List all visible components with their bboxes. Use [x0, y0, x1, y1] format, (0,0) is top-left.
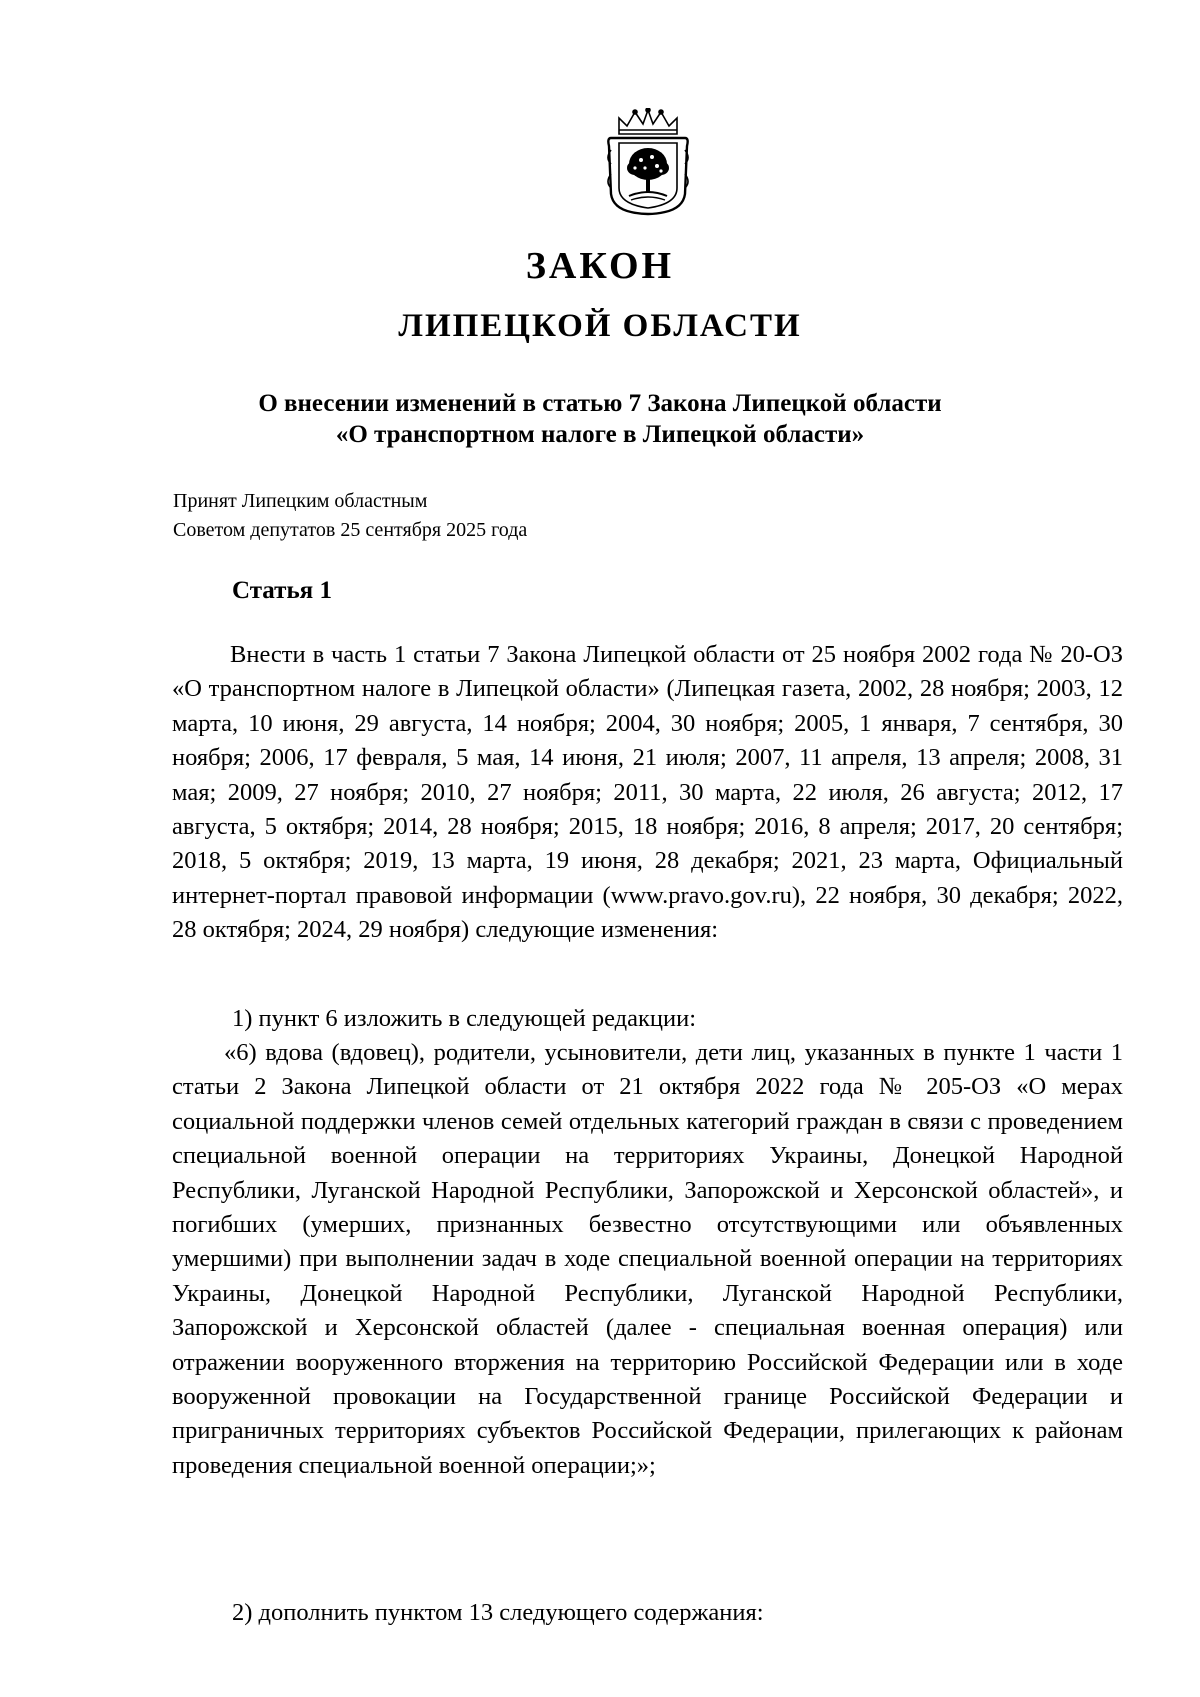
- law-subject-line: О внесении изменений в статью 7 Закона Липецкой области: [258, 390, 942, 417]
- adoption-note-line: Принят Липецким областным: [173, 490, 428, 512]
- adoption-note-line: Советом депутатов 25 сентября 2025 года: [173, 519, 528, 541]
- adoption-note: [173, 487, 527, 545]
- coat-of-arms-icon: [605, 108, 691, 218]
- amendment-item-1-text: «6) вдова (вдовец), родители, усыновители, дети лиц, указанных в пункте 1 части 1 статьи 2 Закона Липецкой области от 21 октября 2022 года № 205-ОЗ «О мерах социальной поддержки членов семей отдельных категорий граждан в связи с проведением специальной военной операции на территориях Украины, Донецкой Народной Республики, Луганской Народной Республики, Запорожской и Херсонской областей», и погибших (умерших, признанных безвестно отсутствующими или объявленных умершими) при выполнении задач в ходе специальной военной операции на территориях Украины, Донецкой Народной Республики, Луганской Народной Республики, Запорожской и Херсонской областей (далее - специальная военная операция) или отражении вооруженного вторжения на территорию Российской Федерации или в ходе вооруженной провокации на Государственной границе Российской Федерации и приграничных территориях субъектов Российской Федерации, прилегающих к районам проведения специальной военной операции;»;: [172, 1039, 1123, 1479]
- article-heading: Статья 1: [232, 577, 332, 604]
- law-title: ЗАКОН: [525, 245, 675, 287]
- article-intro-paragraph: Внести в часть 1 статьи 7 Закона Липецкой области от 25 ноября 2002 года № 20-ОЗ «О транспортном налоге в Липецкой области» (Липецкая газета, 2002, 28 ноября; 2003, 12 марта, 10 июня, 29 августа, 14 ноября; 2004, 30 ноября; 2005, 1 января, 7 сентября, 30 ноября; 2006, 17 февраля, 5 мая, 14 июня, 21 июля; 2007, 11 апреля, 13 апреля; 2008, 31 мая; 2009, 27 ноября; 2010, 27 ноября; 2011, 30 марта, 22 июля, 26 августа; 2012, 17 августа, 5 октября; 2014, 28 ноября; 2015, 18 ноября; 2016, 8 апреля; 2017, 20 сентября; 2018, 5 октября; 2019, 13 марта, 19 июня, 28 декабря; 2021, 23 марта, Официальный интернет-портал правовой информации (www.pravo.gov.ru), 22 ноября, 30 декабря; 2022, 28 октября; 2024, 29 ноября) следующие изменения:: [172, 641, 1123, 944]
- amendment-item-2: 2) дополнить пунктом 13 следующего содержания:: [232, 1599, 764, 1626]
- amendment-item-1: 1) пункт 6 изложить в следующей редакции:: [232, 1005, 697, 1032]
- law-subject: [0, 388, 1200, 450]
- law-region-title: ЛИПЕЦКОЙ ОБЛАСТИ: [398, 308, 802, 344]
- law-subject-line: «О транспортном налоге в Липецкой области»: [335, 421, 865, 448]
